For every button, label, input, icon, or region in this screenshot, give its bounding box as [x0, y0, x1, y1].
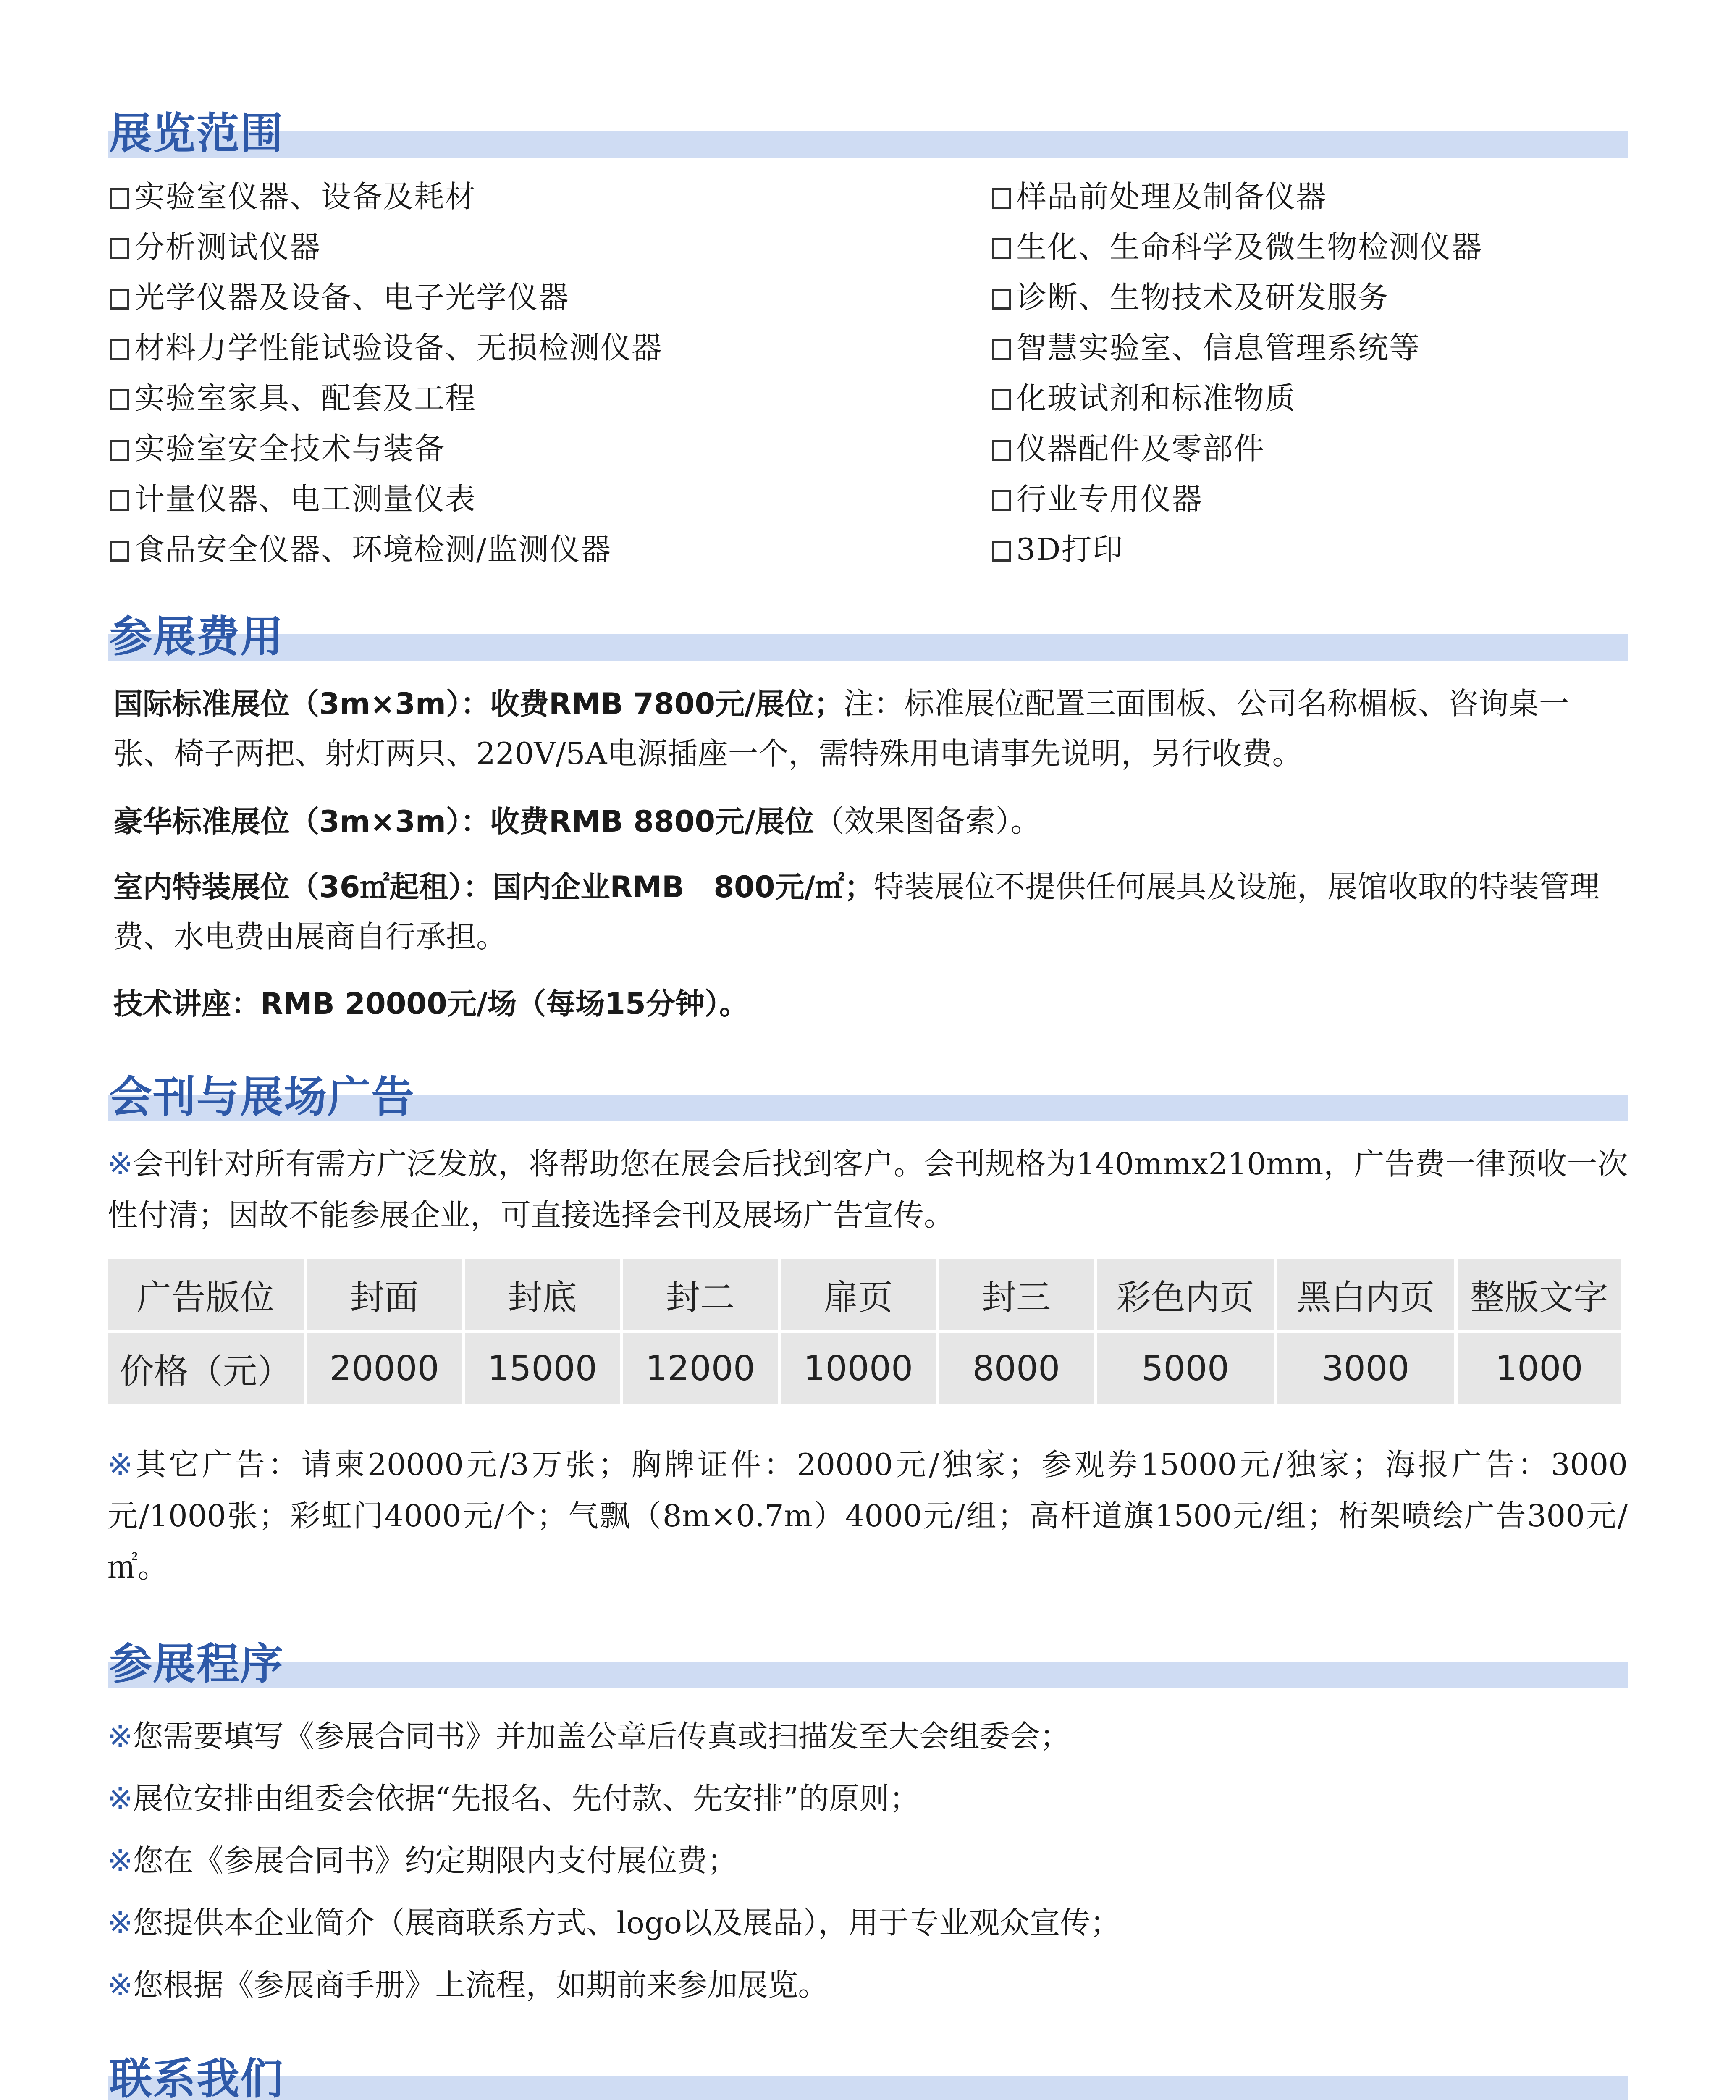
scope-item-label: 实验室安全技术与装备	[134, 431, 446, 466]
ad-price-table	[104, 1256, 1624, 1407]
scope-item-label: 食品安全仪器、环境检测/监测仪器	[134, 532, 612, 567]
table-header-cell: 封面	[307, 1259, 462, 1330]
table-cell: 8000	[939, 1333, 1094, 1404]
table-header-cell: 黑白内页	[1277, 1259, 1454, 1330]
table-cell: 12000	[623, 1333, 778, 1404]
fee-luxury	[113, 796, 1625, 846]
scope-item	[992, 474, 1482, 524]
section-title: 参展费用	[109, 612, 284, 662]
scope-item	[110, 323, 663, 373]
reference-mark-icon: ※	[108, 1719, 133, 1754]
procedure-steps	[108, 1705, 1120, 2016]
scope-item-label: 光学仪器及设备、电子光学仪器	[134, 280, 570, 315]
procedure-step	[108, 1892, 1120, 1954]
scope-list-right	[992, 171, 1482, 575]
table-row	[108, 1333, 1621, 1404]
table-cell: 15000	[465, 1333, 619, 1404]
checkbox-icon	[110, 289, 129, 310]
section-title: 展览范围	[109, 109, 284, 159]
procedure-step	[108, 1830, 1120, 1892]
table-header-cell: 彩色内页	[1097, 1259, 1274, 1330]
scope-item-label: 样品前处理及制备仪器	[1016, 179, 1327, 214]
scope-item-label: 诊断、生物技术及研发服务	[1016, 280, 1390, 315]
checkbox-icon	[110, 490, 129, 511]
procedure-step-text: 您在《参展合同书》约定期限内支付展位费；	[133, 1843, 738, 1878]
table-cell: 10000	[781, 1333, 936, 1404]
checkbox-icon	[992, 440, 1011, 461]
procedure-step-text: 您提供本企业简介（展商联系方式、logo以及展品），用于专业观众宣传；	[133, 1905, 1121, 1940]
checkbox-icon	[992, 238, 1011, 259]
checkbox-icon	[992, 389, 1011, 410]
scope-item	[110, 171, 663, 222]
table-header-cell: 封三	[939, 1259, 1094, 1330]
fee-label: 技术讲座：RMB 20000元/场（每场15分钟）。	[113, 987, 749, 1021]
ads-other	[108, 1439, 1628, 1593]
header-band	[108, 1662, 1628, 1688]
scope-item	[992, 423, 1482, 474]
scope-item	[110, 222, 663, 272]
scope-item	[110, 474, 663, 524]
fee-note: 特装展位不提供任何展具及设施，展馆收取的特装管理费、水电费由展商自行承担。	[113, 869, 1600, 954]
fee-note: （效果图备索）。	[814, 803, 1041, 839]
ads-other-text: 其它广告：请柬20000元/3万张；胸牌证件：20000元/独家；参观券15000元/独家；海报广告：3000元/1000张；彩虹门4000元/个；气飘（8m×0.7m）4000元/组；高杆道旗1500元/组；桁架喷绘广告300元/㎡。	[108, 1447, 1628, 1585]
scope-item	[992, 323, 1482, 373]
checkbox-icon	[110, 440, 129, 461]
reference-mark-icon: ※	[108, 1967, 133, 2003]
scope-item	[992, 171, 1482, 222]
procedure-step	[108, 1954, 1120, 2016]
header-band	[108, 634, 1628, 661]
reference-mark-icon: ※	[108, 1447, 136, 1482]
reference-mark-icon: ※	[108, 1843, 133, 1878]
reference-mark-icon: ※	[108, 1905, 133, 1940]
scope-item-label: 实验室家具、配套及工程	[134, 381, 477, 416]
procedure-step	[108, 1705, 1120, 1767]
reference-mark-icon: ※	[108, 1146, 133, 1181]
section-title: 联系我们	[109, 2054, 284, 2100]
procedure-step-text: 展位安排由组委会依据“先报名、先付款、先安排”的原则；	[133, 1781, 920, 1816]
scope-item	[110, 524, 663, 575]
scope-item-label: 生化、生命科学及微生物检测仪器	[1016, 229, 1483, 265]
table-cell: 20000	[307, 1333, 462, 1404]
section-header-fees	[108, 606, 1628, 661]
checkbox-icon	[992, 289, 1011, 310]
table-header-cell: 扉页	[781, 1259, 936, 1330]
table-cell: 价格（元）	[108, 1333, 304, 1404]
header-band	[108, 131, 1628, 158]
checkbox-icon	[110, 238, 129, 259]
section-title: 参展程序	[109, 1639, 284, 1689]
scope-item-label: 计量仪器、电工测量仪表	[134, 481, 477, 517]
table-header-cell: 封底	[465, 1259, 619, 1330]
scope-item	[992, 222, 1482, 272]
checkbox-icon	[992, 541, 1011, 562]
scope-item-label: 3D打印	[1016, 532, 1124, 567]
section-header-procedure	[108, 1634, 1628, 1688]
procedure-step-text: 您根据《参展商手册》上流程，如期前来参加展览。	[133, 1967, 829, 2003]
fee-raw-space	[113, 862, 1625, 961]
fee-international	[113, 679, 1625, 778]
scope-item	[110, 272, 663, 323]
section-header-ads	[108, 1067, 1628, 1121]
scope-item-label: 化玻试剂和标准物质	[1016, 381, 1296, 416]
table-cell: 1000	[1458, 1333, 1621, 1404]
checkbox-icon	[992, 339, 1011, 360]
fee-label: 国际标准展位（3m×3m）：收费RMB 7800元/展位；	[113, 687, 844, 721]
fee-label: 室内特装展位（36㎡起租）：国内企业RMB 800元/㎡；	[113, 870, 874, 904]
fee-seminar	[113, 979, 1625, 1029]
scope-item	[992, 373, 1482, 423]
checkbox-icon	[110, 541, 129, 562]
table-header-cell: 整版文字	[1458, 1259, 1621, 1330]
procedure-step	[108, 1767, 1120, 1830]
checkbox-icon	[992, 490, 1011, 511]
scope-item	[992, 524, 1482, 575]
section-header-contact	[108, 2049, 1628, 2100]
table-header-row	[108, 1259, 1621, 1330]
table-header-cell: 广告版位	[108, 1259, 304, 1330]
checkbox-icon	[992, 188, 1011, 209]
table-header-cell: 封二	[623, 1259, 778, 1330]
scope-item-label: 行业专用仪器	[1016, 481, 1203, 517]
ads-intro	[108, 1138, 1628, 1241]
table-cell: 3000	[1277, 1333, 1454, 1404]
section-title: 会刊与展场广告	[109, 1072, 415, 1122]
scope-item	[110, 423, 663, 474]
checkbox-icon	[110, 389, 129, 410]
scope-item-label: 仪器配件及零部件	[1016, 431, 1265, 466]
fee-label: 豪华标准展位（3m×3m）：收费RMB 8800元/展位	[113, 804, 814, 839]
scope-item-label: 材料力学性能试验设备、无损检测仪器	[134, 330, 663, 365]
header-band	[108, 2076, 1628, 2100]
scope-list-left	[110, 171, 663, 575]
scope-item-label: 分析测试仪器	[134, 229, 321, 265]
scope-item	[110, 373, 663, 423]
scope-item-label: 智慧实验室、信息管理系统等	[1016, 330, 1421, 365]
table-cell: 5000	[1097, 1333, 1274, 1404]
fee-note: 注：标准展位配置三面围板、公司名称楣板、咨询桌一张、椅子两把、射灯两只、220V/5A电源插座一个，需特殊用电请事先说明，另行收费。	[113, 686, 1569, 771]
ads-intro-text: 会刊针对所有需方广泛发放，将帮助您在展会后找到客户。会刊规格为140mmx210mm，广告费一律预收一次性付清；因故不能参展企业，可直接选择会刊及展场广告宣传。	[108, 1146, 1628, 1233]
procedure-step-text: 您需要填写《参展合同书》并加盖公章后传真或扫描发至大会组委会；	[133, 1719, 1070, 1754]
checkbox-icon	[110, 188, 129, 209]
checkbox-icon	[110, 339, 129, 360]
scope-item-label: 实验室仪器、设备及耗材	[134, 179, 477, 214]
section-header-scope	[108, 103, 1628, 158]
reference-mark-icon: ※	[108, 1781, 133, 1816]
scope-item	[992, 272, 1482, 323]
